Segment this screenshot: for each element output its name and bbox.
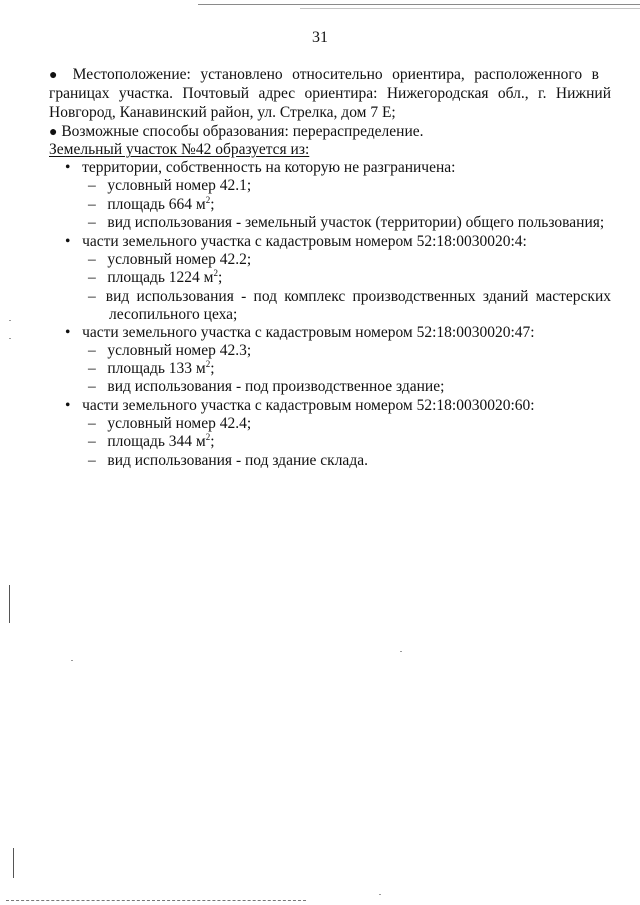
scan-speck [379, 894, 381, 895]
group-2-use-continued: лесопильного цеха; [109, 306, 238, 323]
dash-icon: – [88, 452, 96, 469]
dash-icon: – [88, 251, 96, 268]
group-3-number: – условный номер 42.3; [88, 342, 252, 359]
group-2-number: – условный номер 42.2; [88, 251, 252, 268]
dash-icon: – [88, 433, 96, 450]
formation-methods-text: Возможные способы образования: перераспределение. [61, 123, 424, 140]
list-bullet-icon: • [65, 397, 71, 414]
group-1-use: – вид использования - земельный участок (территории) общего пользования; [88, 214, 605, 231]
location-text-1: Местоположение: установлено относительно ориентира, расположенного в [72, 66, 599, 83]
dash-icon: – [88, 177, 96, 194]
scan-margin-mark [9, 585, 10, 623]
location-line-1 [49, 65, 599, 85]
scan-speck [9, 320, 11, 321]
list-bullet-icon: • [65, 159, 71, 176]
location-line-3: Новгород, Канавинский район, ул. Стрелка, дом 7 Е; [49, 104, 396, 121]
scan-speck [400, 651, 402, 652]
group-title-2: • части земельного участка с кадастровым номером 52:18:0030020:4: [65, 233, 527, 250]
dash-icon: – [88, 415, 96, 432]
dash-icon: – [88, 342, 96, 359]
scan-speck [71, 660, 73, 661]
page-number: 31 [312, 29, 328, 46]
group-2-use: – вид использования - под комплекс производственных зданий мастерских [88, 288, 611, 305]
group-4-number: – условный номер 42.4; [88, 415, 252, 432]
dash-icon: – [88, 288, 96, 305]
scan-bottom-rule [6, 900, 306, 902]
dash-icon: – [88, 360, 96, 377]
formation-methods-line [49, 122, 424, 142]
group-4-use: – вид использования - под здание склада. [88, 452, 368, 469]
bullet-icon: ● [49, 125, 58, 140]
list-bullet-icon: • [65, 233, 71, 250]
scan-margin-mark [13, 848, 14, 878]
group-title-1: • территории, собственность на которую не разграничена: [65, 159, 456, 176]
group-1-area: – площадь 664 $м^2$; [88, 195, 215, 213]
dash-icon: – [88, 378, 96, 395]
parcel-heading: Земельный участок №42 образуется из: [49, 141, 310, 158]
group-2-area: – площадь 1224 $м^2$; [88, 268, 223, 286]
dash-icon: – [88, 196, 96, 213]
scan-top-rule [198, 4, 640, 5]
group-3-area: – площадь 133 $м^2$; [88, 359, 215, 377]
scan-top-rule-secondary [300, 8, 640, 9]
scan-speck [9, 338, 11, 339]
group-3-use: – вид использования - под производственное здание; [88, 378, 445, 395]
group-title-4: • части земельного участка с кадастровым номером 52:18:0030020:60: [65, 397, 535, 414]
bullet-icon: ● [49, 68, 64, 83]
dash-icon: – [88, 214, 96, 231]
dash-icon: – [88, 269, 96, 286]
group-title-3: • части земельного участка с кадастровым номером 52:18:0030020:47: [65, 324, 535, 341]
list-bullet-icon: • [65, 324, 71, 341]
group-1-number: – условный номер 42.1; [88, 177, 252, 194]
location-line-2: границах участка. Почтовый адрес ориентира: Нижегородская обл., г. Нижний [49, 85, 611, 102]
group-4-area: – площадь 344 $м^2$; [88, 432, 215, 450]
